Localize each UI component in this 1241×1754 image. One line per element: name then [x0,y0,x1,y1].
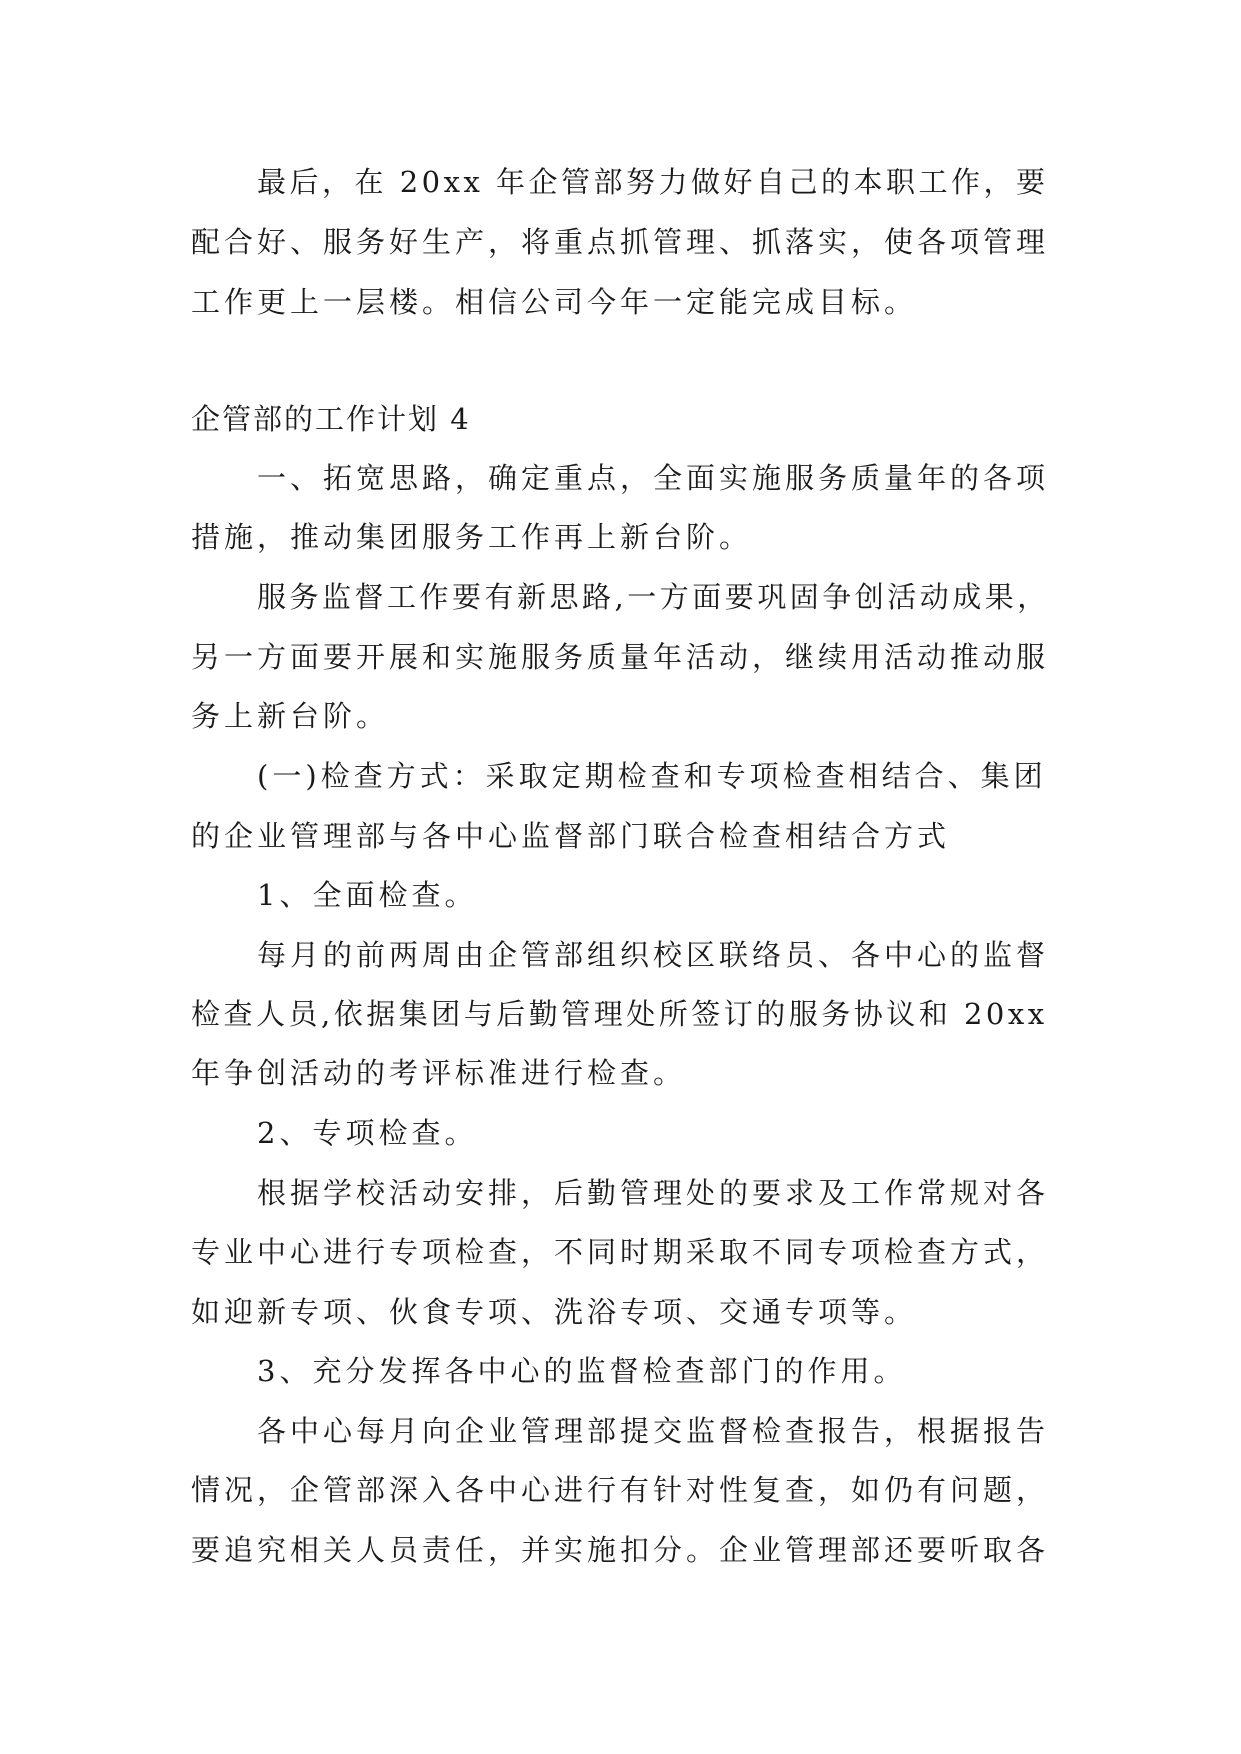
paragraph-line: 情况，企管部深入各中心进行有针对性复查，如仍有问题， [191,1473,1050,1507]
paragraph-line: 检查人员,依据集团与后勤管理处所签订的服务协议和 20xx [191,997,1048,1031]
paragraph-line: 专业中心进行专项检查，不同时期采取不同专项检查方式， [191,1235,1050,1269]
paragraph-line: 各中心每月向企业管理部提交监督检查报告，根据报告 [257,1414,1050,1448]
paragraph-line: 根据学校活动安排，后勤管理处的要求及工作常规对各 [257,1176,1050,1210]
paragraph-line: 另一方面要开展和实施服务质量年活动，继续用活动推动服 [191,640,1050,674]
paragraph-line: 要追究相关人员责任，并实施扣分。企业管理部还要听取各 [191,1533,1050,1567]
paragraph-line: 工作更上一层楼。相信公司今年一定能完成目标。 [191,285,918,319]
paragraph-line: 配合好、服务好生产，将重点抓管理、抓落实，使各项管理 [191,225,1050,259]
paragraph-line: 务上新台阶。 [191,699,390,733]
paragraph-line: 最后，在 20xx 年企管部努力做好自己的本职工作，要 [257,165,1049,199]
paragraph-line: 年争创活动的考评标准进行检查。 [191,1056,687,1090]
paragraph-line: 措施，推动集团服务工作再上新台阶。 [191,520,753,554]
paragraph-line: 服务监督工作要有新思路,一方面要巩固争创活动成果， [257,580,1050,614]
paragraph-line: 3、充分发挥各中心的监督检查部门的作用。 [257,1354,907,1388]
paragraph-line: (一)检查方式：采取定期检查和专项检查相结合、集团 [257,759,1047,793]
paragraph-line: 的企业管理部与各中心监督部门联合检查相结合方式 [191,819,951,853]
paragraph-line: 如迎新专项、伙食专项、洗浴专项、交通专项等。 [191,1295,918,1329]
paragraph-line: 每月的前两周由企管部组织校区联络员、各中心的监督 [257,938,1050,972]
paragraph-line: 1、全面检查。 [257,878,478,912]
section-heading: 企管部的工作计划 4 [191,402,471,436]
paragraph-line: 一、拓宽思路，确定重点，全面实施服务质量年的各项 [257,461,1050,495]
paragraph-line: 2、专项检查。 [257,1116,478,1150]
